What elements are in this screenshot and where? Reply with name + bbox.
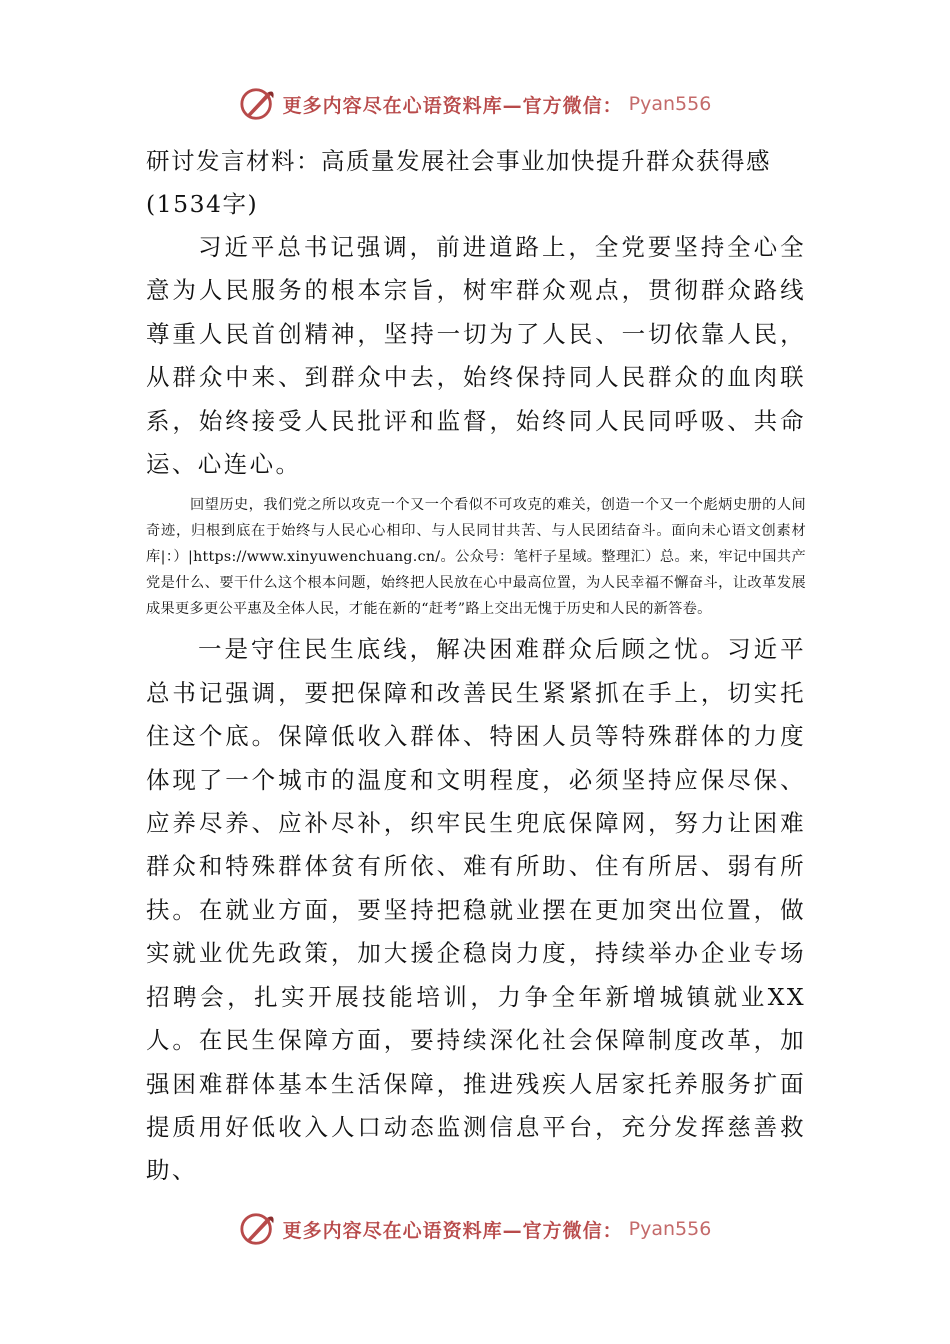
document-title: 研讨发言材料：高质量发展社会事业加快提升群众获得感(1534字) [146,147,771,218]
banner-text: 更多内容尽在心语资料库—官方微信： [282,1219,623,1242]
paragraph-2: 回望历史，我们党之所以攻克一个又一个看似不可攻克的难关，创造一个又一个彪炳史册的人间奇迹，归根到底在于始终与人民心心相印、与人民同甘共苦、与人民团结奋斗。面向未心语文创素材库|：）|https://www.xinyuwenchuang.cn/。公众号：笔杆子星域。整理汇）总。来，牢记中国共产党是什么、要干什么这个根本问题，始终把人民放在心中最高位置，为人民幸福不懈奋斗，让改革发展成果更多更公平惠及全体人民，才能在新的“赶考”路上交出无愧于历史和人民的新答卷。 [146,497,806,618]
quill-pen-logo-icon [239,85,277,123]
paragraph-1: 习近平总书记强调，前进道路上，全党要坚持全心全意为人民服务的根本宗旨，树牢群众观点，贯彻群众路线尊重人民首创精神，坚持一切为了人民、一切依靠人民，从群众中来、到群众中去，始终保持同人民群众的血肉联系，始终接受人民批评和监督，始终同人民同呼吸、共命运、心连心。 [146,233,806,479]
wechat-handle: Pyan556 [628,93,712,115]
banner-text: 更多内容尽在心语资料库—官方微信： [282,94,623,117]
wechat-handle: Pyan556 [628,1218,712,1240]
quill-pen-logo-icon [239,1210,277,1248]
document-body [146,140,806,1193]
header-banner [0,82,950,126]
paragraph-3: 一是守住民生底线，解决困难群众后顾之忧。习近平总书记强调，要把保障和改善民生紧紧抓在手上，切实托住这个底。保障低收入群体、特困人员等特殊群体的力度体现了一个城市的温度和文明程度，必须坚持应保尽保、应养尽养、应补尽补，织牢民生兜底保障网，努力让困难群众和特殊群体贫有所依、难有所助、住有所居、弱有所扶。在就业方面，要坚持把稳就业摆在更加突出位置，做实就业优先政策，加大援企稳岗力度，持续举办企业专场招聘会，扎实开展技能培训，力争全年新增城镇就业XX人。在民生保障方面，要持续深化社会保障制度改革，加强困难群体基本生活保障，推进残疾人居家托养服务扩面提质用好低收入人口动态监测信息平台，充分发挥慈善救助、 [146,635,806,1185]
footer-banner [0,1207,950,1251]
